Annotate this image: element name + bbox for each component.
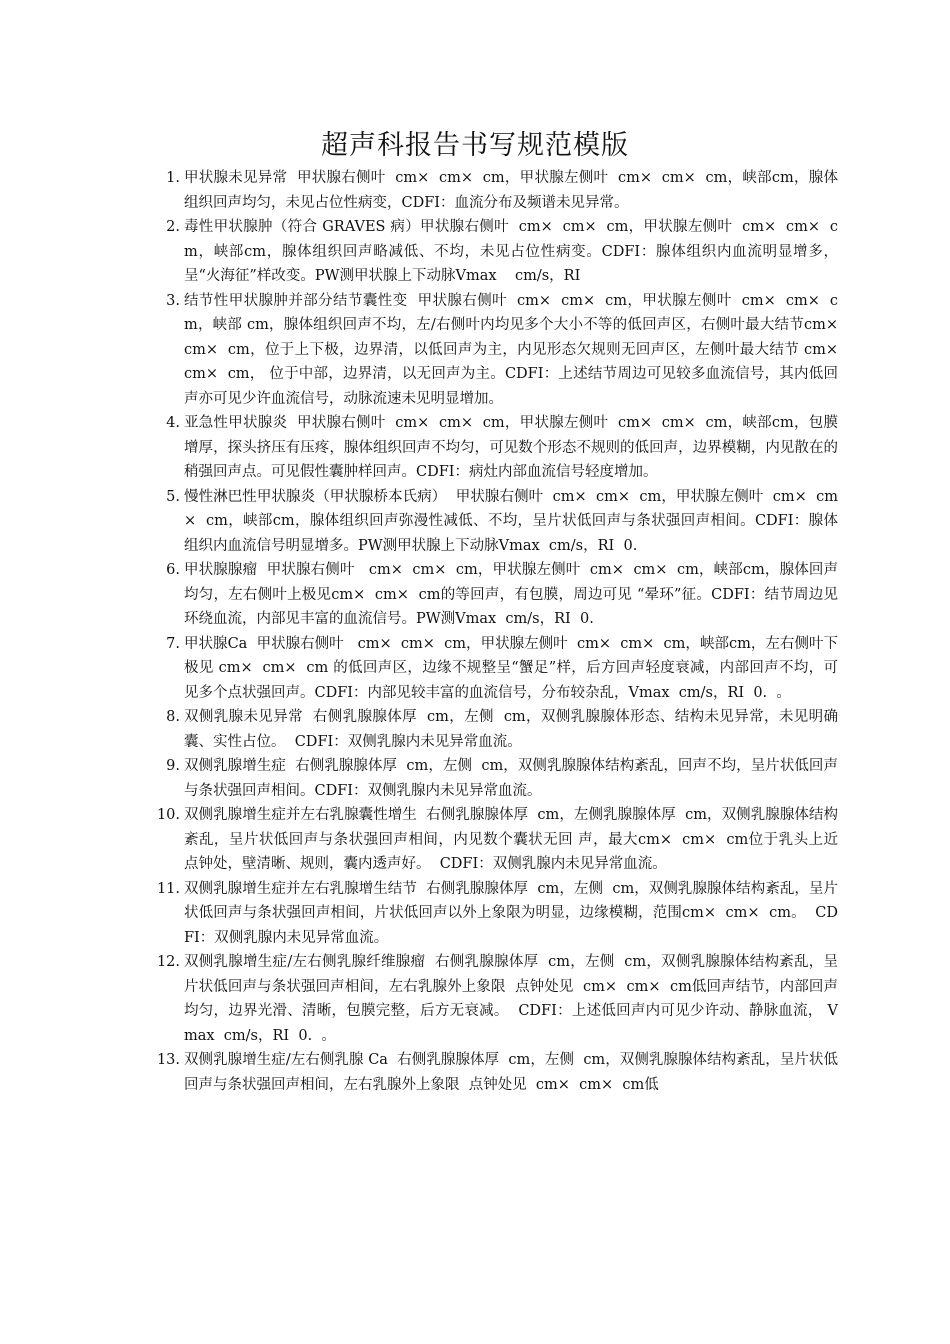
list-item-number: 1.	[166, 170, 180, 186]
list-item-text: 甲状腺Ca 甲状腺右侧叶 cm× cm× cm，甲状腺左侧叶 cm× cm× cm，峡部cm，左右侧叶下极见 cm× cm× cm 的低回声区，边缘不规整呈“蟹足”样，后方回声轻度衰减，内部回声不均，可见多个点状强回声。CDFI：内部见较丰富的血流信号，分布较杂乱，Vmax cm/s，RI 0. 。	[184, 635, 838, 701]
list-item-number: 12.	[156, 954, 180, 970]
list-item	[0, 1048, 838, 1097]
list-item-text: 亚急性甲状腺炎 甲状腺右侧叶 cm× cm× cm，甲状腺左侧叶 cm× cm× cm，峡部cm，包膜增厚，探头挤压有压疼，腺体组织回声不均匀，可见数个形态不规则的低回声，边界模糊，内见散在的稍强回声点。可见假性囊肿样回声。CDFI：病灶内部血流信号轻度增加。	[184, 415, 838, 480]
list-item	[0, 289, 848, 412]
document-title: 超声科报告书写规范模版	[321, 130, 629, 162]
list-item-text: 双侧乳腺增生症并左右乳腺囊性增生 右侧乳腺腺体厚 cm，左侧乳腺腺体厚 cm，双侧乳腺腺体结构紊乱，呈片状低回声与条状强回声相间，内见数个囊状无回 声，最大cm× cm× cm位于乳头上近 点钟处，壁清晰、规则，囊内透声好。 CDFI：双侧乳腺内未见异常血流。	[184, 807, 848, 872]
list-item	[0, 166, 838, 215]
list-item-number: 4.	[166, 415, 180, 431]
list-item-text: 甲状腺未见异常 甲状腺右侧叶 cm× cm× cm，甲状腺左侧叶 cm× cm× cm，峡部cm，腺体组织回声均匀，未见占位性病变，CDFI：血流分布及频谱未见异常。	[184, 170, 838, 211]
list-item-text: 慢性淋巴性甲状腺炎（甲状腺桥本氏病） 甲状腺右侧叶 cm× cm× cm，甲状腺左侧叶 cm× cm× cm，峡部cm，腺体组织回声弥漫性减低、不均，呈片状低回声与条状强回声相间。CDFI：腺体组织内血流信号明显增多。PW测甲状腺上下动脉Vmax cm/s，RI 0.	[184, 488, 838, 554]
list-item-number: 6.	[166, 562, 180, 578]
list-item-text: 双侧乳腺未见异常 右侧乳腺腺体厚 cm，左侧 cm，双侧乳腺腺体形态、结构未见异常，未见明确囊、实性占位。 CDFI：双侧乳腺内未见异常血流。	[184, 709, 838, 750]
list-item-text: 双侧乳腺增生症 右侧乳腺腺体厚 cm，左侧 cm，双侧乳腺腺体结构紊乱，回声不均，呈片状低回声与条状强回声相间。CDFI：双侧乳腺内未见异常血流。	[184, 758, 838, 799]
list-item-number: 8.	[166, 709, 180, 725]
list-item	[0, 411, 838, 485]
list-item	[0, 705, 838, 754]
list-item-number: 11.	[156, 880, 180, 897]
list-item	[0, 215, 838, 289]
list-item	[0, 632, 838, 706]
list-item-number: 5.	[166, 488, 180, 505]
list-item-text: 甲状腺腺瘤 甲状腺右侧叶 cm× cm× cm，甲状腺左侧叶 cm× cm× cm，峡部cm，腺体回声均匀，左右侧叶上极见cm× cm× cm的等回声，有包膜，周边可见 “晕环”征。CDFI：结节周边见环绕血流，内部见丰富的血流信号。PW测Vmax cm/s，RI 0.	[184, 562, 838, 627]
list-item-text: 双侧乳腺增生症并左右乳腺增生结节 右侧乳腺腺体厚 cm，左侧 cm，双侧乳腺腺体结构紊乱，呈片状低回声与条状强回声相间，片状低回声以外上象限为明显，边缘模糊，范围cm× cm× cm。 CDFI：双侧乳腺内未见异常血流。	[184, 880, 838, 946]
list-item-number: 3.	[166, 292, 180, 309]
list-item-number: 2.	[166, 219, 180, 235]
list-item-number: 7.	[166, 635, 180, 652]
list-item-text: 结节性甲状腺肿并部分结节囊性变 甲状腺右侧叶 cm× cm× cm，甲状腺左侧叶 cm× cm× cm，峡部 cm，腺体组织回声不均，左/右侧叶内均见多个大小不等的低回声区，右侧叶最大结节cm× cm× cm，位于上下极，边界清，以低回声为主，内见形态欠规则无回声区，左侧叶最大结节 cm× cm× cm， 位于中部，边界清，以无回声为主。CDFI：上述结节周边可见较多血流信号，其内低回声亦可见少许血流信号，动脉流速未见明显增加。	[184, 292, 848, 407]
list-item-text: 双侧乳腺增生症/左右侧乳腺 Ca 右侧乳腺腺体厚 cm，左侧 cm，双侧乳腺腺体结构紊乱，呈片状低回声与条状强回声相间，左右乳腺外上象限 点钟处见 cm× cm× cm低	[184, 1052, 838, 1093]
list-item	[0, 803, 848, 877]
list-item	[0, 877, 838, 951]
list-item-number: 13.	[156, 1052, 180, 1068]
list-item	[0, 485, 838, 559]
list-item-text: 毒性甲状腺肿（符合 GRAVES 病）甲状腺右侧叶 cm× cm× cm，甲状腺左侧叶 cm× cm× cm，峡部cm，腺体组织回声略减低、不均，未见占位性病变。CDFI：腺体组织内血流明显增多，呈“火海征”样改变。PW测甲状腺上下动脉Vmax cm/s，RI	[184, 219, 838, 284]
list-item	[0, 754, 838, 803]
list-item-text: 双侧乳腺增生症/左右侧乳腺纤维腺瘤 右侧乳腺腺体厚 cm，左侧 cm，双侧乳腺腺体结构紊乱，呈片状低回声与条状强回声相间，左右乳腺外上象限 点钟处见 cm× cm× cm低回声结节，内部回声均匀，边界光滑、清晰，包膜完整，后方无衰减。 CDFI：上述低回声内可见少许动、静脉血流， Vmax cm/s，RI 0. 。	[184, 954, 838, 1044]
list-item-number: 10.	[156, 807, 180, 823]
report-template-list	[0, 166, 950, 1097]
list-item-number: 9.	[166, 758, 180, 774]
list-item	[0, 950, 838, 1048]
list-item	[0, 558, 838, 632]
